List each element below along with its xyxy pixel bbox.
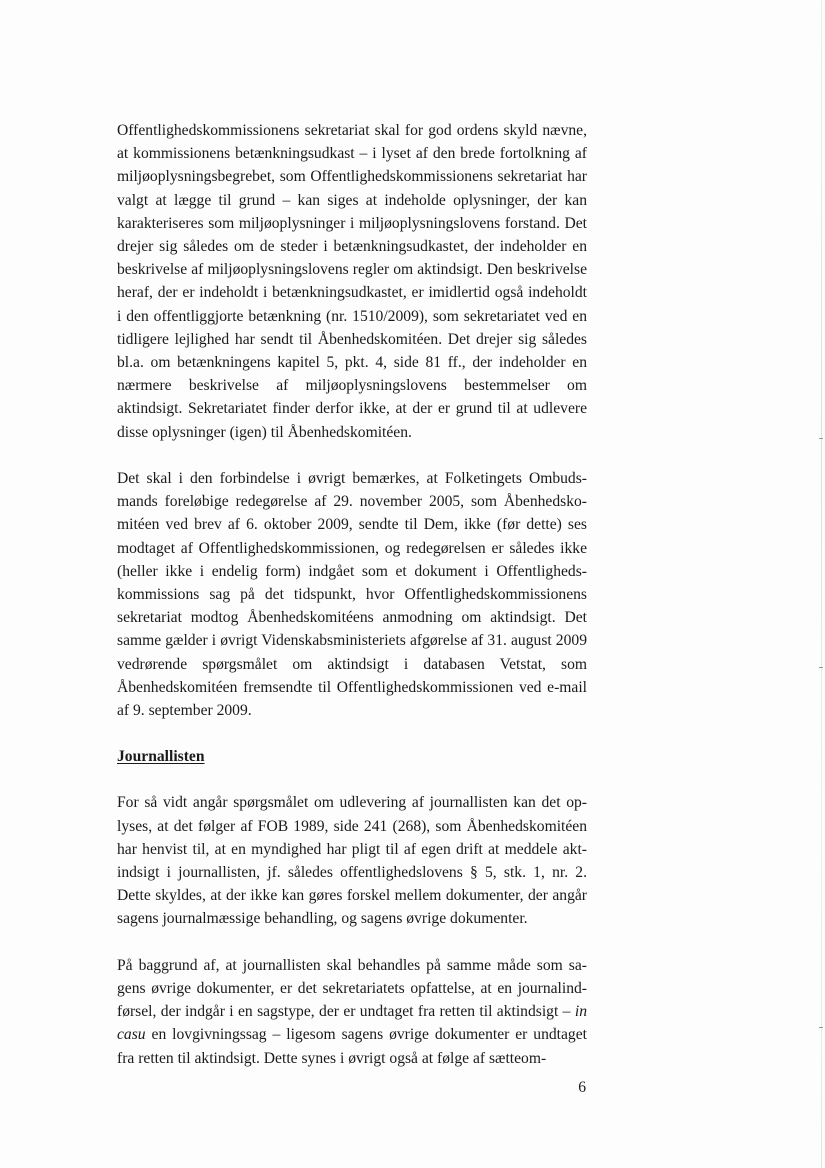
paragraph-4-text-start: På baggrund af, at journallisten skal behandles på samme måde som sagens øvrige dokumenter, er det sekretariatets opfattelse, at en journalindførsel, der indgår i en sagstype, der er undtaget fra retten til aktindsigt – bbox=[117, 956, 587, 1021]
document-body bbox=[117, 119, 587, 1070]
page-number: 6 bbox=[578, 1079, 586, 1096]
scan-edge-mark bbox=[819, 1027, 823, 1028]
section-heading-journallisten: Journallisten bbox=[117, 748, 205, 766]
paragraph-4-text-end: en lovgivningssag – ligesom sagens øvrige dokumenter er undtaget fra retten til aktindsigt. Dette synes i øvrigt også at følge af sætteom- bbox=[117, 1026, 587, 1067]
scan-edge-line bbox=[821, 0, 822, 1168]
paragraph-3: For så vidt angår spørgsmålet om udlevering af journallisten kan det oplyses, at det følger af FOB 1989, side 241 (268), som Åbenhedskomitéen har henvist til, at en myndighed har pligt til af egen drift at meddele aktindsigt i journallisten, jf. således offentlighedslovens § 5, stk. 1, nr. 2. Dette skyldes, at der ikke kan gøres forskel mellem dokumenter, der angår sagens journalmæssige behandling, og sagens øvrige dokumenter. bbox=[117, 794, 587, 928]
paragraph-1: Offentlighedskommissionens sekretariat skal for god ordens skyld nævne, at kommissionens betænkningsudkast – i lyset af den brede fortolkning af miljøoplysningsbegrebet, som Offentlighedskommissionens sekretariat har valgt at lægge til grund – kan siges at indeholde oplysninger, der kan karakteriseres som miljøoplysninger i miljøoplysningslovens forstand. Det drejer sig således om de steder i betænkningsudkastet, der indeholder en beskrivelse af miljøoplysningslovens regler om aktindsigt. Den beskrivelse heraf, der er indeholdt i betænkningsudkastet, er imidlertid også indeholdt i den offentliggjorte betænkning (nr. 1510/2009), som sekretariatet ved en tidligere lejlighed har sendt til Åbenhedskomitéen. Det drejer sig således bl.a. om betænkningens kapitel 5, pkt. 4, side 81 ff., der indeholder en nærmere beskrivelse af miljøoplysningslovens bestemmelser om aktindsigt. Sekretariatet finder derfor ikke, at der er grund til at udlevere disse oplysninger (igen) til Åbenhedskomitéen. bbox=[117, 122, 587, 441]
paragraph-4 bbox=[117, 954, 587, 1070]
scan-edge-mark bbox=[819, 667, 823, 668]
paragraph-2: Det skal i den forbindelse i øvrigt bemærkes, at Folketingets Ombudsmands foreløbige redegørelse af 29. november 2005, som Åbenhedskomitéen ved brev af 6. oktober 2009, sendte til Dem, ikke (før dette) ses modtaget af Offentlighedskommissionen, og redegørelsen er således ikke (heller ikke i endelig form) indgået som et dokument i Offentlighedskommissions sag på det tidspunkt, hvor Offentlighedskommissionens sekretariat modtog Åbenhedskomitéens anmodning om aktindsigt. Det samme gælder i øvrigt Videnskabsministeriets afgørelse af 31. august 2009 vedrørende spørgsmålet om aktindsigt i databasen Vetstat, som Åbenhedskomitéen fremsendte til Offentlighedskommissionen ved e-mail af 9. september 2009. bbox=[117, 470, 587, 720]
paragraph-4-italic-term: in casu bbox=[117, 1003, 587, 1044]
scan-edge-mark bbox=[819, 438, 823, 439]
